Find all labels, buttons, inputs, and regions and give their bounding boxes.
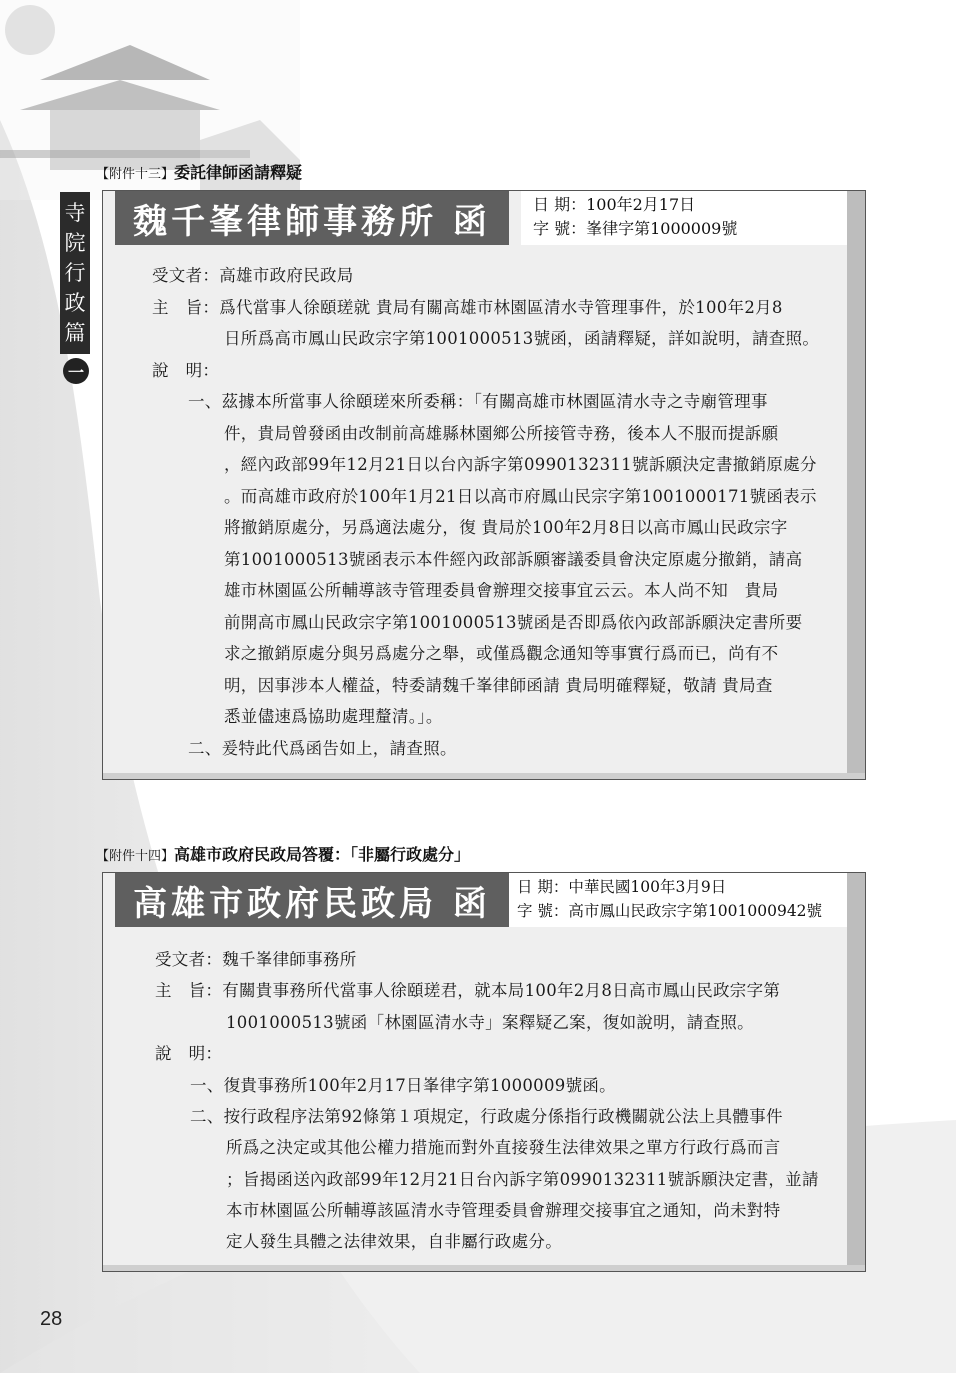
- letter-line: 明，因事涉本人權益，特委請魏千峯律師函請 貴局明確釋疑，敬請 貴局查: [224, 676, 773, 695]
- attachment-13-number: 【附件十三】: [96, 167, 175, 182]
- letter-edge: [103, 773, 865, 779]
- letter-ref-number: 字 號：高市鳳山民政宗字第1001000942號: [517, 902, 823, 920]
- section-side-tab: [60, 192, 90, 354]
- attachment-14-title: 高雄市政府民政局答覆：「非屬行政處分」: [174, 845, 471, 864]
- letter-header-title: 魏千峯律師事務所 函: [115, 191, 509, 245]
- letter-line: 日所爲高市鳳山民政宗字第1001000513號函，函請釋疑，詳如說明，請查照。: [224, 329, 820, 348]
- attachment-13-label: [96, 160, 302, 183]
- letter-line: 所爲之決定或其他公權力措施而對外直接發生法律效果之單方行政行爲而言: [226, 1138, 781, 1157]
- chapter-number-badge: 一: [63, 358, 89, 384]
- letter-edge: [103, 1265, 865, 1271]
- letter-line: 第1001000513號函表示本件經內政部訴願審議委員會決定原處分撤銷，請高: [224, 550, 803, 569]
- attachment-14-number: 【附件十四】: [96, 849, 175, 864]
- side-tab-char: 行: [64, 261, 86, 285]
- letter-line: 一、復貴事務所100年2月17日峯律字第1000009號函。: [190, 1076, 616, 1095]
- letter-line: 求之撤銷原處分與另爲處分之舉，或僅爲觀念通知等事實行爲而已，尚有不: [224, 644, 779, 663]
- letter-meta: [521, 191, 847, 245]
- letter-line: ；旨揭函送內政部99年12月21日台內訴字第0990132311號訴願決定書，並請: [226, 1170, 819, 1189]
- letter-line: 1001000513號函「林園區清水寺」案釋疑乙案，復如說明，請查照。: [226, 1013, 754, 1032]
- letter-line: 雄市林園區公所輔導該寺管理委員會辦理交接事宜云云。本人尚不知 貴局: [224, 581, 779, 600]
- attachment-13-title: 委託律師函請釋疑: [174, 163, 303, 182]
- letter-line: 受文者：高雄市政府民政局: [152, 266, 354, 285]
- letter-line: 二、爰特此代爲函告如上，請查照。: [188, 739, 457, 758]
- letter-line: 主 旨：有關貴事務所代當事人徐頤瑳君，就本局100年2月8日高市鳳山民政宗字第: [155, 981, 781, 1000]
- side-tab-char: 篇: [64, 321, 86, 345]
- letter-line: 說 明：: [155, 1044, 223, 1063]
- letter-line: 主 旨：爲代當事人徐頤瑳就 貴局有關高雄市林園區清水寺管理事件，於100年2月8: [152, 298, 783, 317]
- letter-date: 日 期：中華民國100年3月9日: [517, 878, 727, 896]
- letter-edge: [847, 873, 865, 1271]
- letter-line: 前開高市鳳山民政宗字第1001000513號函是否即爲依內政部訴願決定書所要: [224, 613, 803, 632]
- letter-line: 定人發生具體之法律效果，自非屬行政處分。: [226, 1232, 562, 1251]
- letter-line: 受文者：魏千峯律師事務所: [155, 950, 357, 969]
- attachment-14-label: [96, 842, 470, 865]
- letter-ref-number: 字 號：峯律字第1000009號: [533, 219, 738, 238]
- letter-header-title: 高雄市政府民政局 函: [115, 873, 509, 927]
- letter-line: 件，貴局曾發函由改制前高雄縣林園鄉公所接管寺務，後本人不服而提訴願: [224, 424, 779, 443]
- letter-line: 。而高雄市政府於100年1月21日以高市府鳳山民宗字第1001000171號函表示: [224, 487, 817, 506]
- letter-line: 說 明：: [152, 361, 220, 380]
- side-tab-char: 政: [64, 291, 86, 315]
- letter-date: 日 期：100年2月17日: [533, 195, 696, 214]
- letter-line: 本市林園區公所輔導該區清水寺管理委員會辦理交接事宜之通知，尚未對特: [226, 1201, 781, 1220]
- side-tab-char: 院: [64, 231, 86, 255]
- letter-line: 一、茲據本所當事人徐頤瑳來所委稱：「有關高雄市林園區清水寺之寺廟管理事: [188, 392, 768, 411]
- letter-line: 二、按行政程序法第92條第１項規定，行政處分係指行政機關就公法上具體事件: [190, 1107, 783, 1126]
- letter-line: 悉並儘速爲協助處理釐清。」。: [224, 707, 443, 726]
- letter-meta: [509, 873, 847, 927]
- page-number: 28: [40, 1308, 63, 1330]
- letter-line: ，經內政部99年12月21日以台內訴字第0990132311號訴願決定書撤銷原處分: [224, 455, 817, 474]
- side-tab-char: 寺: [64, 201, 86, 225]
- letter-line: 將撤銷原處分，另爲適法處分，復 貴局於100年2月8日以高市鳳山民政宗字: [224, 518, 788, 537]
- letter-edge: [847, 191, 865, 779]
